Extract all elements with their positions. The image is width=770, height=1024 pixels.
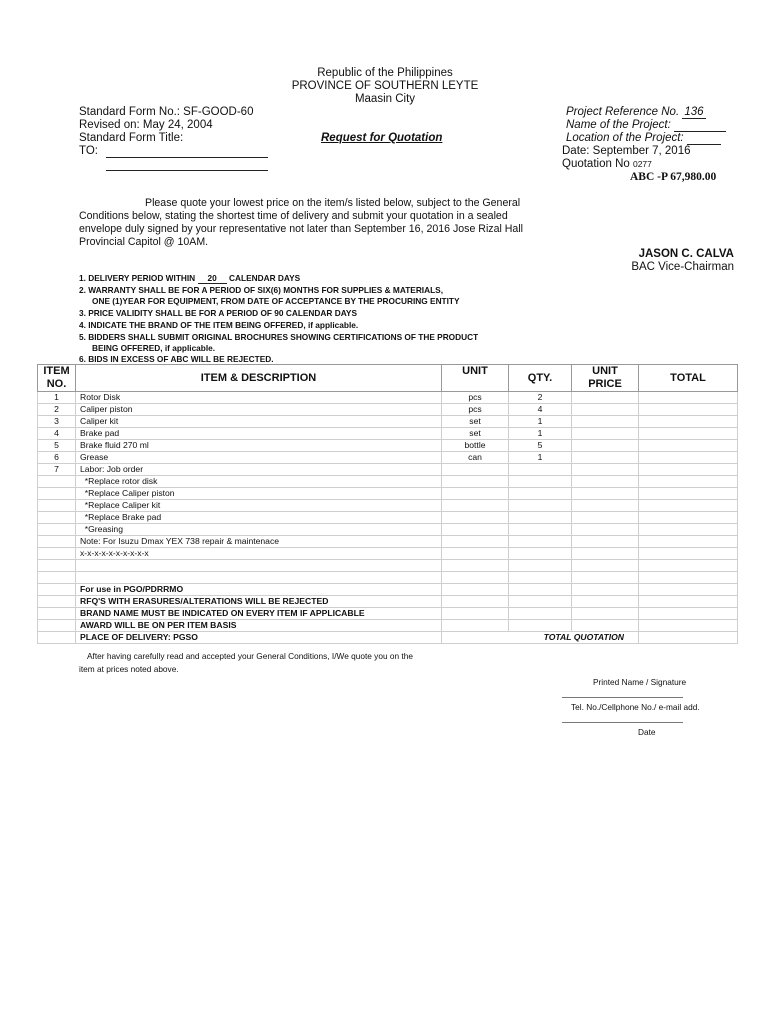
note-blank-cell <box>38 584 76 596</box>
project-location <box>566 132 721 145</box>
total-cell <box>639 500 738 512</box>
item-description-cell: *Replace Caliper piston <box>76 488 442 500</box>
unit-cell <box>442 488 509 500</box>
note-qty-cell <box>509 608 572 620</box>
unit-price-cell <box>572 524 639 536</box>
header-unit-price-line1: UNIT <box>592 365 618 377</box>
item-description-cell: *Replace Brake pad <box>76 512 442 524</box>
item-description-cell: Grease <box>76 452 442 464</box>
item-description-cell: Brake fluid 270 ml <box>76 440 442 452</box>
table-row <box>38 548 738 560</box>
item-no-cell <box>38 548 76 560</box>
total-cell <box>639 464 738 476</box>
note-total-cell <box>639 596 738 608</box>
table-row <box>38 524 738 536</box>
unit-cell <box>442 464 509 476</box>
unit-cell: set <box>442 416 509 428</box>
note-text-cell: BRAND NAME MUST BE INDICATED ON EVERY ITEM IF APPLICABLE <box>76 608 442 620</box>
qty-cell <box>509 512 572 524</box>
unit-price-cell <box>572 416 639 428</box>
table-row <box>38 476 738 488</box>
table-row <box>38 572 738 584</box>
acceptance-line-2: item at prices noted above. <box>79 664 179 674</box>
item-no-cell: 2 <box>38 404 76 416</box>
unit-price-cell <box>572 464 639 476</box>
condition-3: 3. PRICE VALIDITY SHALL BE FOR A PERIOD OF 90 CALENDAR DAYS <box>79 308 357 318</box>
table-row <box>38 416 738 428</box>
table-row <box>38 536 738 548</box>
to-line-1 <box>106 157 268 158</box>
qty-cell: 2 <box>509 392 572 404</box>
item-no-cell: 4 <box>38 428 76 440</box>
total-cell <box>639 536 738 548</box>
unit-price-cell <box>572 512 639 524</box>
header-unit-price <box>572 365 639 392</box>
qty-cell <box>509 548 572 560</box>
republic-heading: Republic of the Philippines <box>317 67 453 79</box>
unit-cell <box>442 536 509 548</box>
table-row <box>38 404 738 416</box>
qty-cell <box>509 500 572 512</box>
note-unit-cell <box>442 584 509 596</box>
item-no-cell <box>38 500 76 512</box>
header-unit-price-line2: PRICE <box>588 378 622 390</box>
unit-cell: can <box>442 452 509 464</box>
unit-price-cell <box>572 560 639 572</box>
condition-5a: 5. BIDDERS SHALL SUBMIT ORIGINAL BROCHURES SHOWING CERTIFICATIONS OF THE PRODUCT <box>79 332 479 342</box>
unit-cell <box>442 500 509 512</box>
unit-price-cell <box>572 452 639 464</box>
header-unit: UNIT <box>442 365 509 392</box>
note-text-cell: For use in PGO/PDRRMO <box>76 584 442 596</box>
project-reference-value: 136 <box>684 106 704 118</box>
abc-amount: ABC -P 67,980.00 <box>630 171 717 183</box>
note-text-cell: AWARD WILL BE ON PER ITEM BASIS <box>76 620 442 632</box>
unit-price-cell <box>572 440 639 452</box>
total-cell <box>639 392 738 404</box>
table-note-row <box>38 608 738 620</box>
qty-cell <box>509 536 572 548</box>
unit-price-cell <box>572 428 639 440</box>
table-row <box>38 428 738 440</box>
header-item-no-line2: NO. <box>46 378 67 390</box>
note-unit-cell <box>442 620 509 632</box>
project-name-label: Name of the Project: <box>566 119 671 131</box>
qty-cell <box>509 524 572 536</box>
item-no-cell <box>38 512 76 524</box>
total-cell <box>639 572 738 584</box>
quotation-no-value: 0277 <box>632 159 652 169</box>
qty-cell: 4 <box>509 404 572 416</box>
header-qty: QTY. <box>509 365 572 392</box>
item-description-cell <box>76 572 442 584</box>
note-price-cell <box>572 584 639 596</box>
item-description-cell: Brake pad <box>76 428 442 440</box>
note-qty-cell <box>509 584 572 596</box>
item-description-cell: Caliper piston <box>76 404 442 416</box>
note-qty-cell <box>509 620 572 632</box>
table-note-row <box>38 584 738 596</box>
acceptance-line-1: After having carefully read and accepted your General Conditions, I/We quote you on the <box>87 651 413 661</box>
condition-2a: 2. WARRANTY SHALL BE FOR A PERIOD OF SIX(6) MONTHS FOR SUPPLIES & MATERIALS, <box>79 285 444 295</box>
qty-cell <box>509 572 572 584</box>
note-total-cell <box>639 608 738 620</box>
document-title: Request for Quotation <box>321 132 443 144</box>
unit-cell <box>442 512 509 524</box>
total-cell <box>639 488 738 500</box>
item-description-cell: *Replace Caliper kit <box>76 500 442 512</box>
condition-6: 6. BIDS IN EXCESS OF ABC WILL BE REJECTED. <box>79 354 274 364</box>
note-qty-cell <box>509 596 572 608</box>
signature-line <box>562 697 683 698</box>
item-description-cell: *Replace rotor disk <box>76 476 442 488</box>
item-description-cell: Note: For Isuzu Dmax YEX 738 repair & maintenace <box>76 536 442 548</box>
quotation-no <box>562 158 652 170</box>
city-heading: Maasin City <box>354 93 416 105</box>
header-item-no-line1: ITEM <box>43 365 70 377</box>
note-total-cell <box>639 620 738 632</box>
table-row <box>38 560 738 572</box>
total-cell <box>639 440 738 452</box>
item-no-cell <box>38 524 76 536</box>
unit-cell <box>442 548 509 560</box>
unit-cell: set <box>442 428 509 440</box>
note-total-cell <box>639 584 738 596</box>
item-no-cell <box>38 572 76 584</box>
table-row <box>38 464 738 476</box>
note-unit-cell <box>442 608 509 620</box>
province-heading: PROVINCE OF SOUTHERN LEYTE <box>291 80 479 92</box>
unit-price-cell <box>572 536 639 548</box>
to-line-2 <box>106 170 268 171</box>
item-description-cell: x-x-x-x-x-x-x-x-x-x <box>76 548 442 560</box>
note-text-cell: RFQ'S WITH ERASURES/ALTERATIONS WILL BE REJECTED <box>76 596 442 608</box>
total-cell <box>639 416 738 428</box>
signatory-name: JASON C. CALVA <box>638 248 734 260</box>
header-total: TOTAL <box>639 365 738 392</box>
unit-price-cell <box>572 572 639 584</box>
qty-cell <box>509 488 572 500</box>
unit-price-cell <box>572 404 639 416</box>
note-blank-cell <box>38 620 76 632</box>
item-no-cell: 3 <box>38 416 76 428</box>
condition-1-label: 1. DELIVERY PERIOD WITHIN <box>79 273 196 283</box>
item-no-cell: 7 <box>38 464 76 476</box>
instructions-paragraph: Please quote your lowest price on the item/s listed below, subject to the General Conditions below, stating the shortest time of delivery and submit your quotation in a sealed envelope duly signed by your representative not later than September 16, 2016 Jose Rizal Hall Provincial Capitol @ 10AM. <box>79 197 524 248</box>
signatory-title: BAC Vice-Chairman <box>631 261 734 273</box>
condition-1-value: 20 <box>198 273 227 284</box>
qty-cell: 1 <box>509 452 572 464</box>
project-reference-label: Project Reference No. <box>566 106 680 118</box>
item-no-cell <box>38 476 76 488</box>
qty-cell: 5 <box>509 440 572 452</box>
item-no-cell <box>38 536 76 548</box>
total-cell <box>639 404 738 416</box>
item-description-cell: Caliper kit <box>76 416 442 428</box>
note-text-cell: PLACE OF DELIVERY: PGSO <box>76 632 442 644</box>
table-header-row <box>38 365 738 392</box>
item-no-cell <box>38 560 76 572</box>
table-note-row <box>38 620 738 632</box>
printed-name-label: Printed Name / Signature <box>593 677 687 687</box>
table-row <box>38 500 738 512</box>
header-item-description: ITEM & DESCRIPTION <box>76 365 442 392</box>
date-label: Date <box>638 727 656 737</box>
qty-cell <box>509 560 572 572</box>
project-name <box>566 119 726 132</box>
item-description-cell: *Greasing <box>76 524 442 536</box>
note-blank-cell <box>38 632 76 644</box>
total-cell <box>639 548 738 560</box>
unit-cell <box>442 476 509 488</box>
note-price-cell <box>572 620 639 632</box>
item-description-cell: Labor: Job order <box>76 464 442 476</box>
unit-price-cell <box>572 500 639 512</box>
condition-2b: ONE (1)YEAR FOR EQUIPMENT, FROM DATE OF ACCEPTANCE BY THE PROCURING ENTITY <box>92 296 460 306</box>
qty-cell <box>509 476 572 488</box>
total-quotation-value <box>639 632 738 644</box>
note-price-cell <box>572 608 639 620</box>
total-quotation-label: TOTAL QUOTATION <box>442 632 639 644</box>
item-description-cell: Rotor Disk <box>76 392 442 404</box>
unit-cell: bottle <box>442 440 509 452</box>
note-blank-cell <box>38 608 76 620</box>
standard-form-title: Standard Form Title: <box>79 132 184 144</box>
condition-5b: BEING OFFERED, if applicable. <box>92 343 216 353</box>
item-no-cell: 5 <box>38 440 76 452</box>
project-name-line <box>674 119 726 132</box>
unit-cell: pcs <box>442 392 509 404</box>
condition-4: 4. INDICATE THE BRAND OF THE ITEM BEING OFFERED, if applicable. <box>79 320 359 330</box>
total-cell <box>639 560 738 572</box>
qty-cell <box>509 464 572 476</box>
total-cell <box>639 428 738 440</box>
project-location-line <box>687 132 721 145</box>
total-cell <box>639 524 738 536</box>
items-table <box>37 364 738 644</box>
item-no-cell: 6 <box>38 452 76 464</box>
unit-cell <box>442 560 509 572</box>
quotation-no-label: Quotation No <box>562 158 630 170</box>
unit-cell <box>442 524 509 536</box>
table-row <box>38 512 738 524</box>
table-note-row <box>38 632 738 644</box>
to-label: TO: <box>79 145 98 157</box>
table-row <box>38 440 738 452</box>
unit-price-cell <box>572 548 639 560</box>
note-blank-cell <box>38 596 76 608</box>
item-no-cell: 1 <box>38 392 76 404</box>
header-item-no <box>38 365 76 392</box>
revised-on: Revised on: May 24, 2004 <box>79 119 213 131</box>
table-row <box>38 452 738 464</box>
unit-price-cell <box>572 476 639 488</box>
condition-1-suffix: CALENDAR DAYS <box>229 273 301 283</box>
item-description-cell <box>76 560 442 572</box>
table-note-row <box>38 596 738 608</box>
project-reference <box>566 106 706 119</box>
unit-cell: pcs <box>442 404 509 416</box>
condition-1 <box>79 273 300 284</box>
tel-label: Tel. No./Cellphone No./ e-mail add. <box>571 702 700 712</box>
unit-price-cell <box>572 392 639 404</box>
qty-cell: 1 <box>509 416 572 428</box>
total-cell <box>639 476 738 488</box>
table-row <box>38 488 738 500</box>
note-unit-cell <box>442 596 509 608</box>
rfq-date: Date: September 7, 2016 <box>562 145 691 157</box>
contact-line <box>562 722 683 723</box>
qty-cell: 1 <box>509 428 572 440</box>
unit-price-cell <box>572 488 639 500</box>
standard-form-no: Standard Form No.: SF-GOOD-60 <box>79 106 254 118</box>
project-location-label: Location of the Project: <box>566 132 684 144</box>
total-cell <box>639 512 738 524</box>
total-cell <box>639 452 738 464</box>
table-row <box>38 392 738 404</box>
note-price-cell <box>572 596 639 608</box>
item-no-cell <box>38 488 76 500</box>
unit-cell <box>442 572 509 584</box>
